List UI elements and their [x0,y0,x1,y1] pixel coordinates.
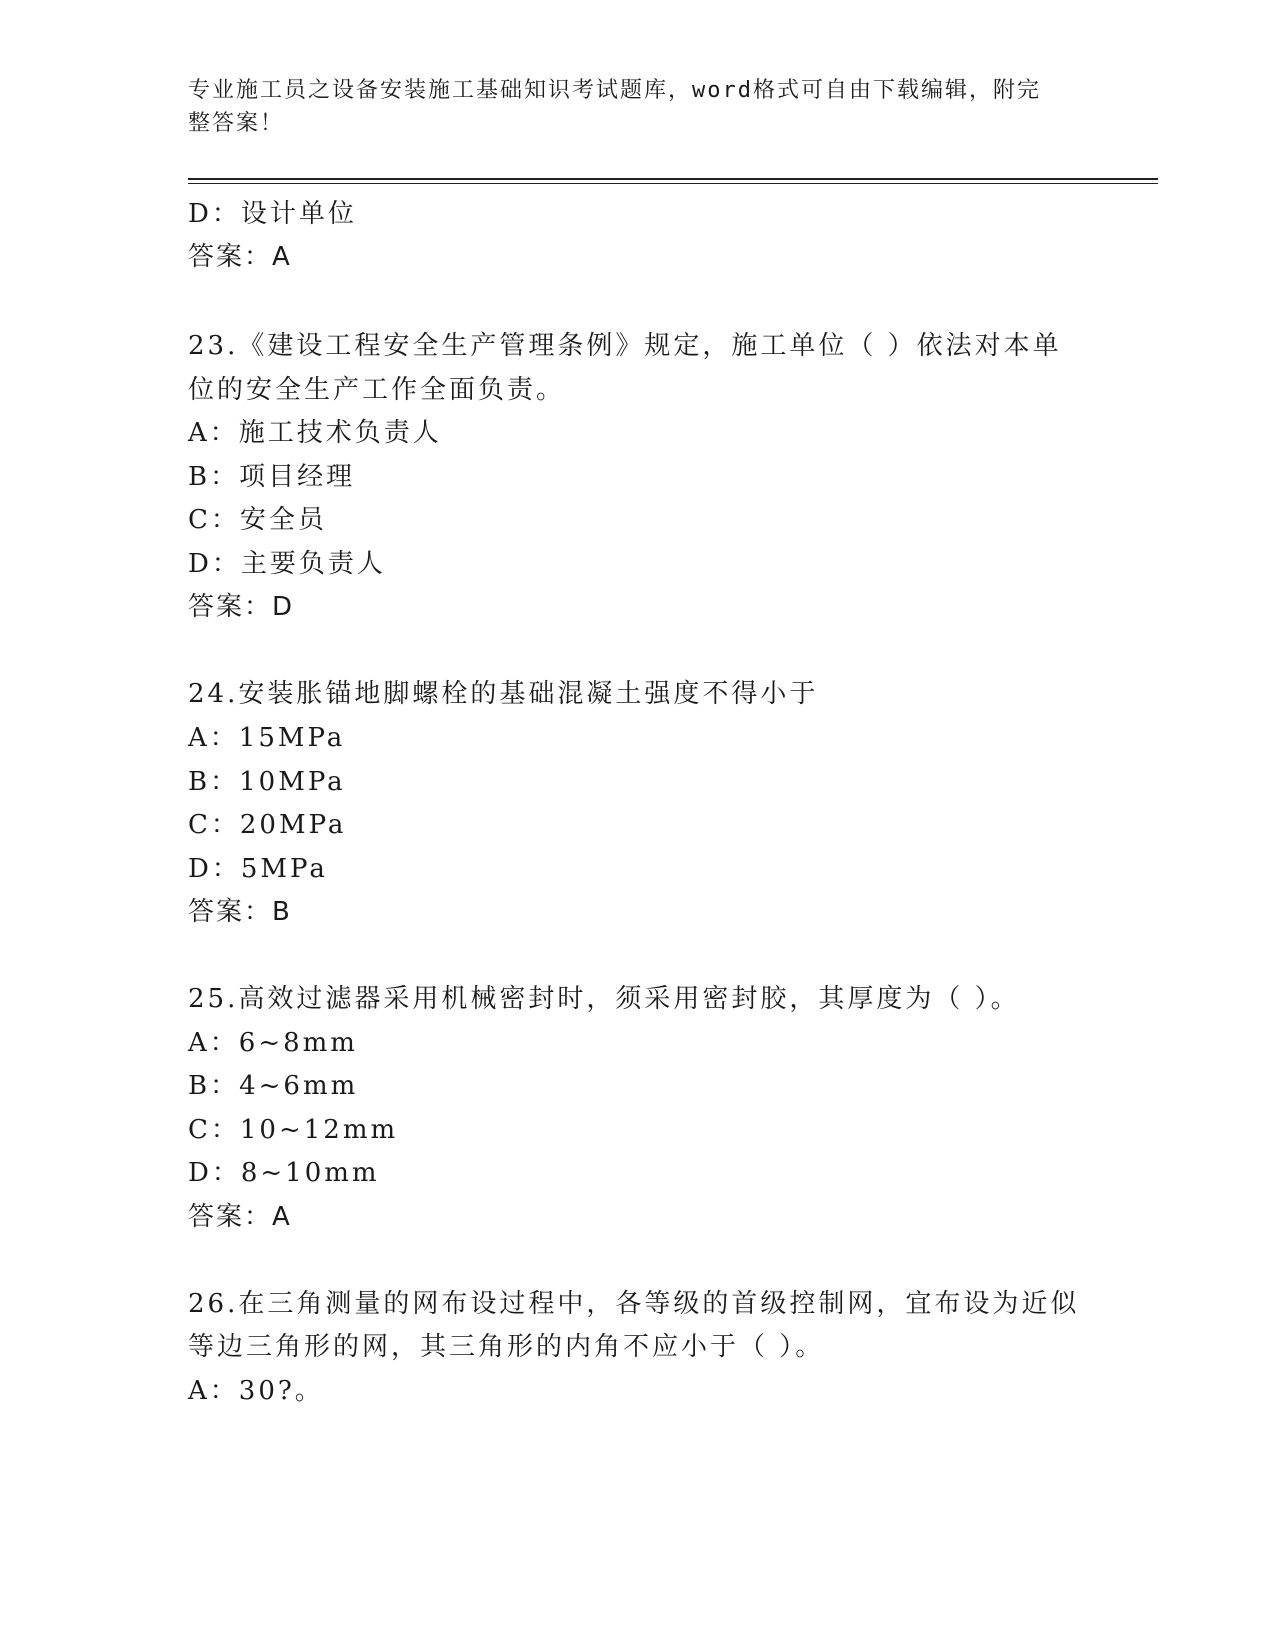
q24-option-d: D：5MPa [188,854,328,884]
q26-stem-line-2: 等边三角形的网，其三角形的内角不应小于（ ）。 [188,1332,825,1362]
q24-option-b: B：10MPa [188,767,346,797]
q25-option-b: B：4~6mm [188,1071,359,1101]
q22-answer: 答案：A [188,242,292,272]
q26-option-a: A：30?。 [188,1376,324,1406]
q23-option-a: A：施工技术负责人 [188,418,442,448]
q24-option-a: A：15MPa [188,723,346,753]
q25-option-c: C：10~12mm [188,1115,399,1145]
document-header [188,74,1068,140]
q25-answer: 答案：A [188,1202,292,1232]
q23-option-c: C：安全员 [188,505,327,535]
header-line-2: 整答案！ [188,111,285,136]
header-rule-thin [188,183,1158,184]
header-rule-thick [188,178,1158,180]
q25-option-d: D：8~10mm [188,1158,380,1188]
q24-stem-line-1: 24.安装胀锚地脚螺栓的基础混凝土强度不得小于 [188,679,819,709]
q24-option-c: C：20MPa [188,810,347,840]
q26-stem-line-1: 26.在三角测量的网布设过程中，各等级的首级控制网，宜布设为近似 [188,1289,1080,1319]
q23-option-d: D：主要负责人 [188,549,386,579]
q23-stem-line-1: 23.《建设工程安全生产管理条例》规定，施工单位（ ）依法对本单 [188,331,1062,361]
header-line-1: 专业施工员之设备安装施工基础知识考试题库，word格式可自由下载编辑，附完 [188,78,1041,103]
q25-option-a: A：6~8mm [188,1028,358,1058]
q23-stem-line-2: 位的安全生产工作全面负责。 [188,375,566,405]
q22-option-d: D：设计单位 [188,199,357,229]
q25-stem-line-1: 25.高效过滤器采用机械密封时，须采用密封胶，其厚度为（ ）。 [188,984,1020,1014]
q24-answer: 答案：B [188,897,292,927]
q23-answer: 答案：D [188,592,295,622]
q23-option-b: B：项目经理 [188,462,356,492]
